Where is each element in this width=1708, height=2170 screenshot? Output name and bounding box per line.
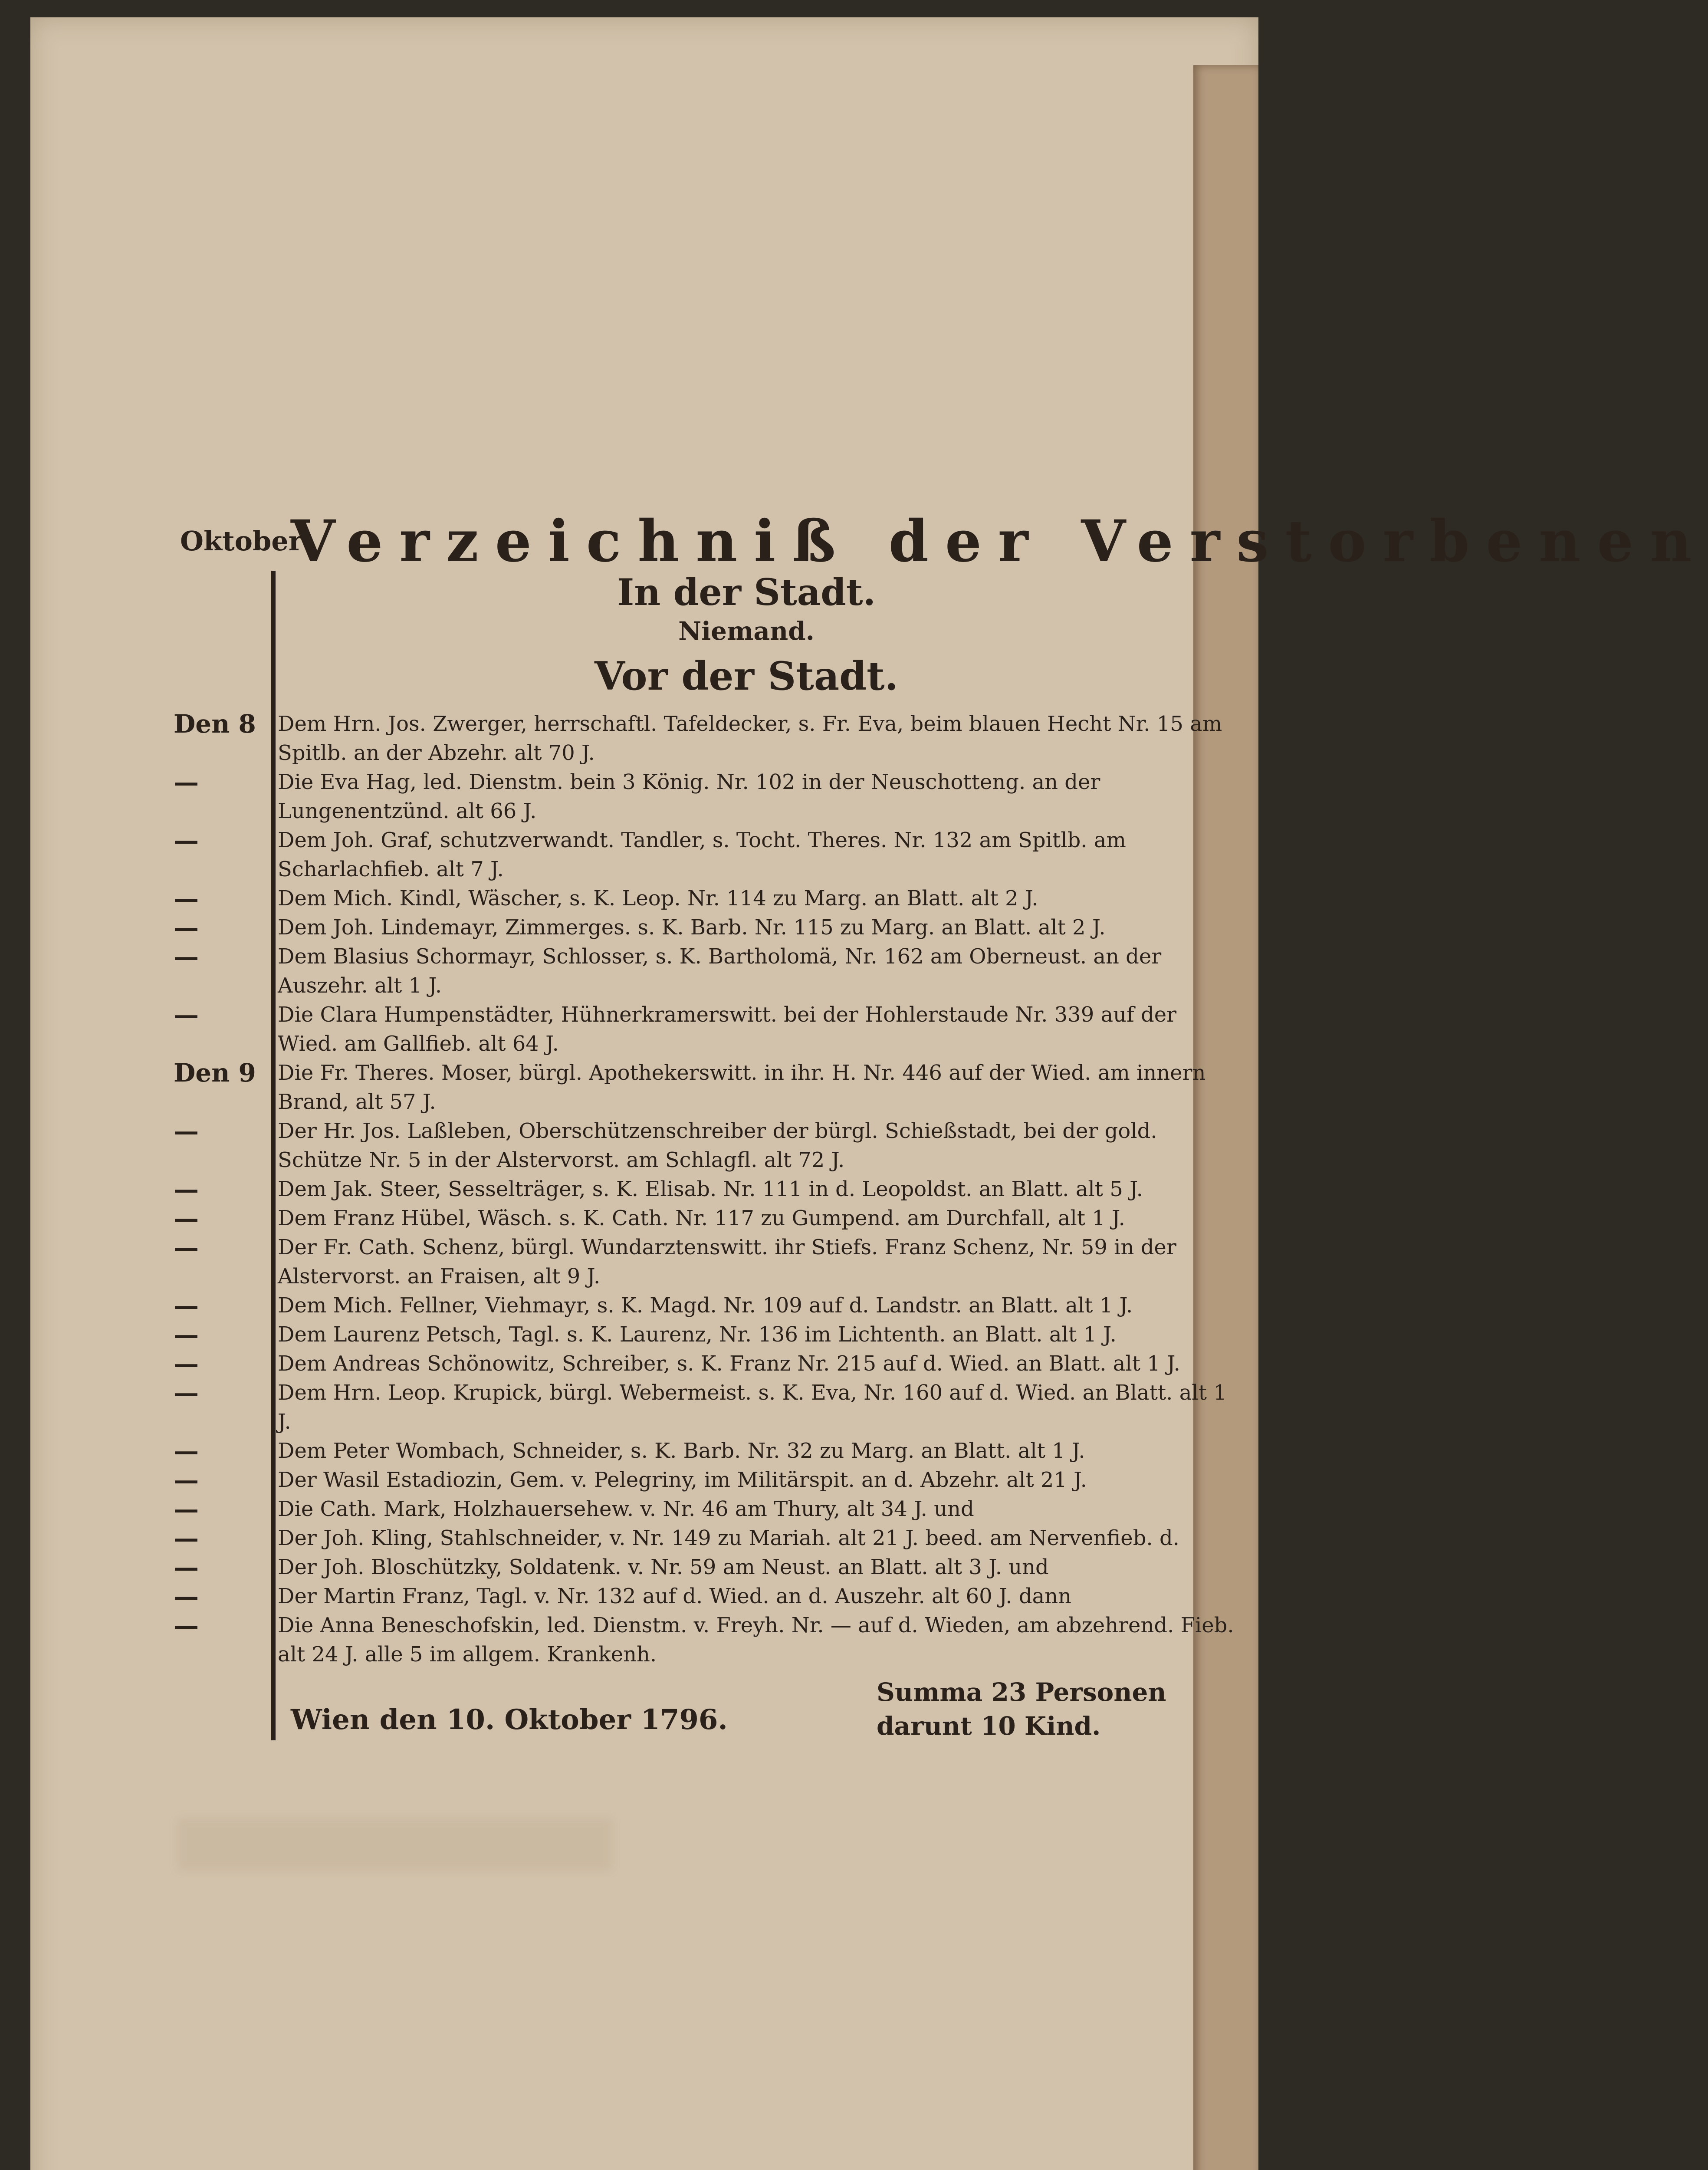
- entry-date: —: [174, 767, 199, 797]
- title-row: [30, 508, 1708, 577]
- entry-date: —: [174, 1465, 199, 1495]
- entry-date: —: [174, 913, 199, 942]
- entry-text: Der Wasil Estadiozin, Gem. v. Pelegriny, im Militärspit. an d. Abzehr. alt 21 J.: [278, 1468, 1087, 1492]
- entry-date: —: [174, 1611, 199, 1640]
- list-item: [174, 1000, 1241, 1059]
- entry-date: —: [174, 1203, 199, 1233]
- list-item: [174, 1582, 1241, 1611]
- entry-text: Der Fr. Cath. Schenz, bürgl. Wundarztenswitt. ihr Stiefs. Franz Schenz, Nr. 59 in der Alstervorst. an Fraisen, alt 9 J.: [278, 1235, 1176, 1289]
- summary-total: [877, 1675, 1166, 1743]
- list-item: [174, 1059, 1241, 1117]
- list-item: [174, 913, 1241, 942]
- entry-text: Der Hr. Jos. Laßleben, Oberschützenschreiber der bürgl. Schießstadt, bei der gold. Schütze Nr. 5 in der Alstervorst. am Schlagfl. alt 72 J.: [278, 1119, 1157, 1172]
- entry-text: Der Joh. Bloschützky, Soldatenk. v. Nr. 59 am Neust. an Blatt. alt 3 J. und: [278, 1555, 1049, 1579]
- list-item: [174, 1611, 1241, 1669]
- list-item: [174, 1320, 1241, 1349]
- entry-text: Die Clara Humpenstädter, Hühnerkramerswitt. bei der Hohlerstaude Nr. 339 auf der Wied. am Gallfieb. alt 64 J.: [278, 1003, 1177, 1056]
- entry-date: Den 9: [174, 1058, 256, 1088]
- entry-date: —: [174, 1116, 199, 1146]
- show-through-text: [178, 1818, 612, 1871]
- entry-date: —: [174, 1291, 199, 1320]
- list-item: [174, 1349, 1241, 1378]
- list-item: [174, 1553, 1241, 1582]
- entry-text: Dem Peter Wombach, Schneider, s. K. Barb. Nr. 32 zu Marg. an Blatt. alt 1 J.: [278, 1439, 1085, 1463]
- list-item: [174, 942, 1241, 1000]
- place-date: Wien den 10. Oktober 1796.: [291, 1703, 728, 1736]
- entry-text: Die Cath. Mark, Holzhauersehew. v. Nr. 46 am Thury, alt 34 J. und: [278, 1497, 974, 1521]
- entry-text: Die Fr. Theres. Moser, bürgl. Apothekerswitt. in ihr. H. Nr. 446 auf der Wied. am innern Brand, alt 57 J.: [278, 1061, 1206, 1114]
- section-suburbs-heading: Vor der Stadt.: [594, 653, 898, 699]
- section-city-heading: In der Stadt.: [617, 571, 876, 614]
- nobody-note: Niemand.: [678, 616, 815, 646]
- entry-date: —: [174, 1552, 199, 1582]
- entry-text: Dem Joh. Graf, schutzverwandt. Tandler, s. Tocht. Theres. Nr. 132 am Spitlb. am Scharlachfieb. alt 7 J.: [278, 828, 1126, 881]
- entry-text: Die Eva Hag, led. Dienstm. bein 3 König. Nr. 102 in der Neuschotteng. an der Lungenentzünd. alt 66 J.: [278, 770, 1100, 823]
- entry-text: Dem Jak. Steer, Sesselträger, s. K. Elisab. Nr. 111 in d. Leopoldst. an Blatt. alt 5 J.: [278, 1177, 1143, 1201]
- entry-date: —: [174, 1523, 199, 1553]
- entry-date: —: [174, 1494, 199, 1524]
- summary-children: darunt 10 Kind.: [877, 1711, 1101, 1741]
- list-item: [174, 1524, 1241, 1553]
- entry-text: Dem Mich. Fellner, Viehmayr, s. K. Magd. Nr. 109 auf d. Landstr. an Blatt. alt 1 J.: [278, 1293, 1133, 1318]
- entry-date: —: [174, 1320, 199, 1349]
- entry-date: —: [174, 1581, 199, 1611]
- list-item: [174, 826, 1241, 884]
- entry-date: Den 8: [174, 709, 256, 739]
- entry-text: Dem Mich. Kindl, Wäscher, s. K. Leop. Nr. 114 zu Marg. an Blatt. alt 2 J.: [278, 886, 1038, 911]
- list-item: [174, 710, 1241, 768]
- month-label: Oktober: [180, 525, 303, 557]
- entry-date: —: [174, 1233, 199, 1262]
- entry-text: Dem Hrn. Leop. Krupick, bürgl. Webermeist. s. K. Eva, Nr. 160 auf d. Wied. an Blatt. alt 1 J.: [278, 1381, 1227, 1434]
- list-item: [174, 1291, 1241, 1320]
- list-item: [174, 1437, 1241, 1466]
- list-item: [174, 768, 1241, 826]
- entry-date: —: [174, 1000, 199, 1029]
- summary-persons: Summa 23 Personen: [877, 1677, 1166, 1707]
- list-item: [174, 1117, 1241, 1175]
- list-item: [174, 1466, 1241, 1495]
- list-item: [174, 1378, 1241, 1437]
- entry-text: Der Martin Franz, Tagl. v. Nr. 132 auf d. Wied. an d. Auszehr. alt 60 J. dann: [278, 1584, 1072, 1608]
- list-item: [174, 1204, 1241, 1233]
- list-item: [174, 884, 1241, 913]
- entry-date: —: [174, 1436, 199, 1466]
- entry-text: Dem Blasius Schormayr, Schlosser, s. K. Bartholomä, Nr. 162 am Oberneust. an der Auszehr. alt 1 J.: [278, 944, 1162, 998]
- entry-date: —: [174, 1378, 199, 1407]
- entry-text: Dem Franz Hübel, Wäsch. s. K. Cath. Nr. 117 zu Gumpend. am Durchfall, alt 1 J.: [278, 1206, 1125, 1230]
- entry-text: Dem Joh. Lindemayr, Zimmerges. s. K. Barb. Nr. 115 zu Marg. an Blatt. alt 2 J.: [278, 915, 1106, 940]
- entry-date: —: [174, 825, 199, 855]
- page-title: Verzeichniß der Verstorbenen: [291, 508, 1708, 575]
- entry-text: Dem Laurenz Petsch, Tagl. s. K. Laurenz, Nr. 136 im Lichtenth. an Blatt. alt 1 J.: [278, 1322, 1117, 1347]
- death-register-list: [174, 710, 1241, 1669]
- entry-date: —: [174, 1349, 199, 1378]
- entry-date: —: [174, 884, 199, 913]
- entry-date: —: [174, 942, 199, 971]
- entry-text: Die Anna Beneschofskin, led. Dienstm. v. Freyh. Nr. — auf d. Wieden, am abzehrend. Fieb. alt 24 J. alle 5 im allgem. Krankenh.: [278, 1613, 1234, 1667]
- entry-text: Der Joh. Kling, Stahlschneider, v. Nr. 149 zu Mariah. alt 21 J. beed. am Nervenfieb. d.: [278, 1526, 1179, 1550]
- entry-text: Dem Hrn. Jos. Zwerger, herrschaftl. Tafeldecker, s. Fr. Eva, beim blauen Hecht Nr. 15 am Spitlb. an der Abzehr. alt 70 J.: [278, 712, 1222, 765]
- book-page: [30, 17, 1708, 2170]
- entry-text: Dem Andreas Schönowitz, Schreiber, s. K. Franz Nr. 215 auf d. Wied. an Blatt. alt 1 J.: [278, 1351, 1180, 1376]
- list-item: [174, 1495, 1241, 1524]
- list-item: [174, 1175, 1241, 1204]
- entry-date: —: [174, 1174, 199, 1204]
- list-item: [174, 1233, 1241, 1291]
